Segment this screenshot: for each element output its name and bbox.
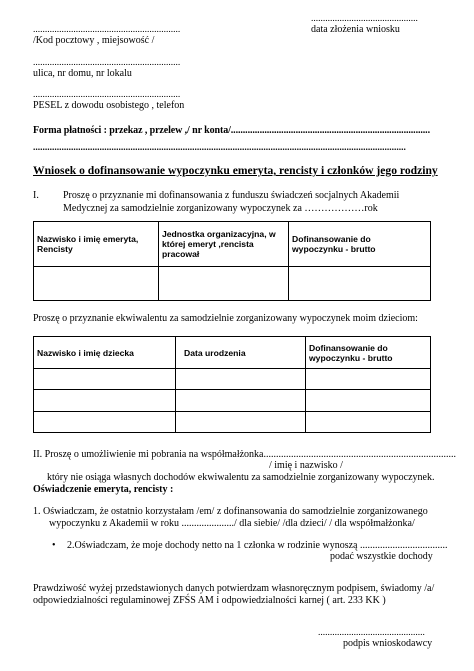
declaration-1-line-1: 1. Oświadczam, że ostatnio korzystałam /em/ z dofinansowania do samodzielnie zorganizowanego (33, 506, 428, 517)
statement-line-2: odpowiedzialności regulaminowej ZFŚS AM i odpowiedzialności karnej ( art. 233 KK ) (33, 595, 386, 606)
declaration-heading: Oświadczenie emeryta, rencisty : (33, 484, 174, 495)
street-label: ulica, nr domu, nr lokalu (33, 68, 132, 79)
children-table-cell[interactable] (306, 390, 431, 412)
signature-dots: ............................................. (318, 628, 425, 638)
children-table-header-name: Nazwisko i imię dziecka (34, 337, 176, 369)
statement-line-1: Prawdziwość wyżej przedstawionych danych potwierdzam własnoręcznym podpisem, świadomy /a/ (33, 583, 435, 594)
retiree-table-header-funding: Dofinansowanie do wypoczynku - brutto (289, 222, 431, 267)
date-label: data złożenia wniosku (311, 24, 400, 35)
spouse-name-label: / imię i nazwisko / (269, 460, 343, 471)
section-1-line-2: Medycznej za samodzielnie zorganizowany wypoczynek za ………………rok (63, 203, 378, 214)
children-table-cell[interactable] (176, 390, 306, 412)
postal-code-dots: .............................................................. (33, 25, 181, 35)
declaration-2-line-1: 2.Oświadczam, że moje dochody netto na 1 członka w rodzinie wynoszą ................................... (67, 540, 448, 551)
section-1-line-1: Proszę o przyznanie mi dofinansowania z funduszu świadczeń socjalnych Akademii (63, 190, 400, 201)
children-table-cell[interactable] (176, 369, 306, 390)
form-title: Wniosek o dofinansowanie wypoczynku emeryta, rencisty i członków jego rodziny (33, 164, 438, 177)
date-dots: ............................................. (311, 14, 418, 24)
section-2-line-2: który nie osiąga własnych dochodów ekwiwalentu za samodzielnie zorganizowany wypoczynek. (47, 472, 435, 483)
retiree-table (33, 221, 431, 301)
bullet-icon: • (52, 540, 56, 551)
children-table-cell[interactable] (34, 369, 176, 390)
section-2-line-1: II. Proszę o umożliwienie mi pobrania na współmałżonka............................................................................. (33, 449, 456, 460)
retiree-table-cell[interactable] (159, 267, 289, 301)
declaration-1-line-2: wypoczynku z Akademii w roku ...................../ dla siebie/ /dla dzieci/ / dla współmałżonka/ (49, 518, 415, 529)
children-table (33, 336, 431, 433)
retiree-table-header-unit: Jednostka organizacyjna, w której emeryt ,rencista pracował (159, 222, 289, 267)
children-table-header-birthdate: Data urodzenia (176, 337, 306, 369)
pesel-label: PESEL z dowodu osobistego , telefon (33, 100, 185, 111)
account-dots-line: ............................................................................................................................................................. (33, 143, 406, 153)
section-1-number: I. (33, 190, 39, 201)
signature-label: podpis wnioskodawcy (343, 638, 433, 649)
payment-form-line: Forma płatności : przekaz , przelew ,/ nr konta/................................................................................... (33, 125, 430, 136)
children-table-cell[interactable] (176, 412, 306, 433)
children-table-cell[interactable] (34, 390, 176, 412)
pesel-dots: .............................................................. (33, 90, 181, 100)
postal-code-label: /Kod pocztowy , miejsowość / (33, 35, 155, 46)
retiree-table-cell[interactable] (34, 267, 159, 301)
children-intro: Proszę o przyznanie ekwiwalentu za samodzielnie zorganizowany wypoczynek moim dzieciom: (33, 313, 418, 324)
street-dots: .............................................................. (33, 58, 181, 68)
children-table-cell[interactable] (34, 412, 176, 433)
children-table-cell[interactable] (306, 369, 431, 390)
children-table-header-funding: Dofinansowanie do wypoczynku - brutto (306, 337, 431, 369)
retiree-table-header-name: Nazwisko i imię emeryta, Rencisty (34, 222, 159, 267)
children-table-cell[interactable] (306, 412, 431, 433)
income-label: podać wszystkie dochody (330, 551, 433, 562)
retiree-table-cell[interactable] (289, 267, 431, 301)
